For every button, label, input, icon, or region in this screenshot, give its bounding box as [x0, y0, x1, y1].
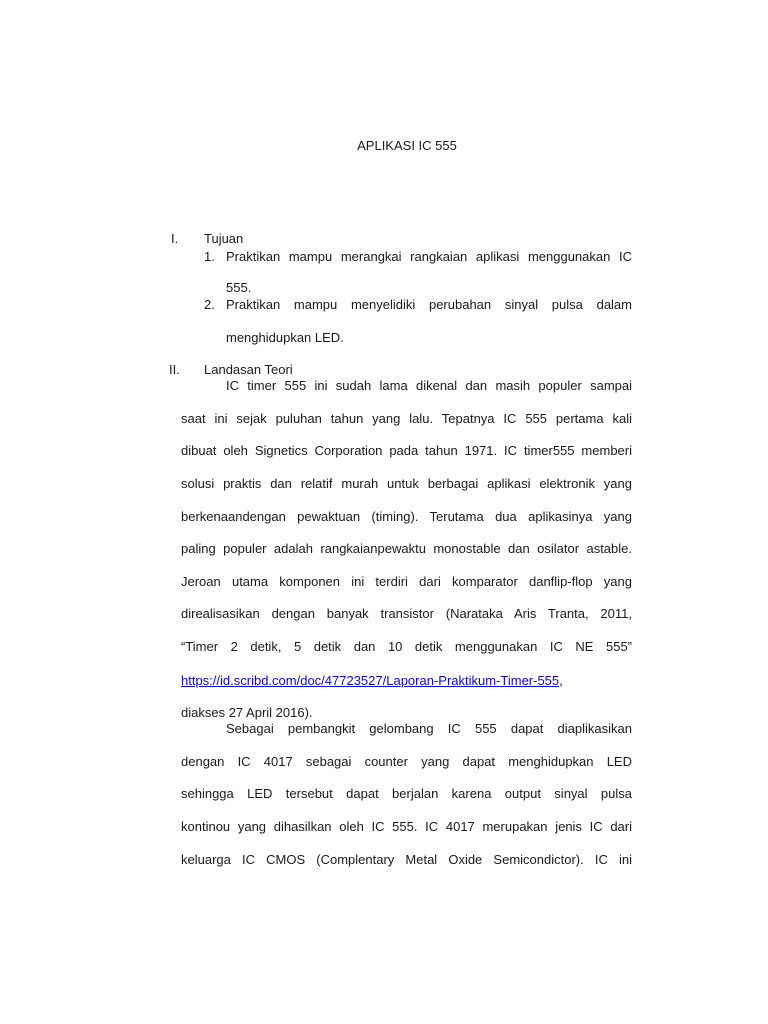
section-2-heading: Landasan Teori: [204, 362, 293, 377]
list-item-text: Praktikan mampu merangkai rangkaian aplikasi menggunakan IC: [226, 249, 632, 264]
section-2-numeral: II.: [169, 362, 180, 377]
reference-line: [181, 673, 563, 689]
list-item-text-cont: 555.: [226, 280, 252, 295]
list-item-number: 2.: [204, 297, 215, 312]
reference-link[interactable]: https://id.scribd.com/doc/47723527/Laporan-Praktikum-Timer-555: [181, 673, 560, 688]
paragraph-line: berkenaandengan pewaktuan (timing). Terutama dua aplikasinya yang: [181, 509, 632, 524]
paragraph-line: “Timer 2 detik, 5 detik dan 10 detik menggunakan IC NE 555”: [181, 639, 632, 654]
document-title: APLIKASI IC 555: [357, 138, 457, 153]
paragraph-line: dengan IC 4017 sebagai counter yang dapat menghidupkan LED: [181, 754, 632, 769]
list-item-text: Praktikan mampu menyelidiki perubahan sinyal pulsa dalam: [226, 297, 632, 312]
reference-link-suffix: ,: [559, 673, 563, 688]
section-1-numeral: I.: [171, 231, 179, 246]
paragraph-line: IC timer 555 ini sudah lama dikenal dan masih populer sampai: [226, 378, 632, 393]
paragraph-line: sehingga LED tersebut dapat berjalan karena output sinyal pulsa: [181, 786, 632, 801]
paragraph-line: Sebagai pembangkit gelombang IC 555 dapat diaplikasikan: [226, 721, 632, 736]
paragraph-line: keluarga IC CMOS (Complentary Metal Oxide Semicondictor). IC ini: [181, 852, 632, 867]
paragraph-line: solusi praktis dan relatif murah untuk berbagai aplikasi elektronik yang: [181, 476, 632, 491]
paragraph-line: dibuat oleh Signetics Corporation pada tahun 1971. IC timer555 memberi: [181, 443, 632, 458]
paragraph-line: saat ini sejak puluhan tahun yang lalu. Tepatnya IC 555 pertama kali: [181, 411, 632, 426]
section-1-heading: Tujuan: [204, 231, 244, 246]
paragraph-line: Jeroan utama komponen ini terdiri dari komparator danflip-flop yang: [181, 574, 632, 589]
list-item-text-cont: menghidupkan LED.: [226, 330, 344, 345]
paragraph-line: diakses 27 April 2016).: [181, 705, 313, 720]
list-item-number: 1.: [204, 249, 215, 264]
paragraph-line: kontinou yang dihasilkan oleh IC 555. IC 4017 merupakan jenis IC dari: [181, 819, 632, 834]
paragraph-line: direalisasikan dengan banyak transistor (Narataka Aris Tranta, 2011,: [181, 606, 632, 621]
paragraph-line: paling populer adalah rangkaianpewaktu monostable dan osilator astable.: [181, 541, 632, 556]
